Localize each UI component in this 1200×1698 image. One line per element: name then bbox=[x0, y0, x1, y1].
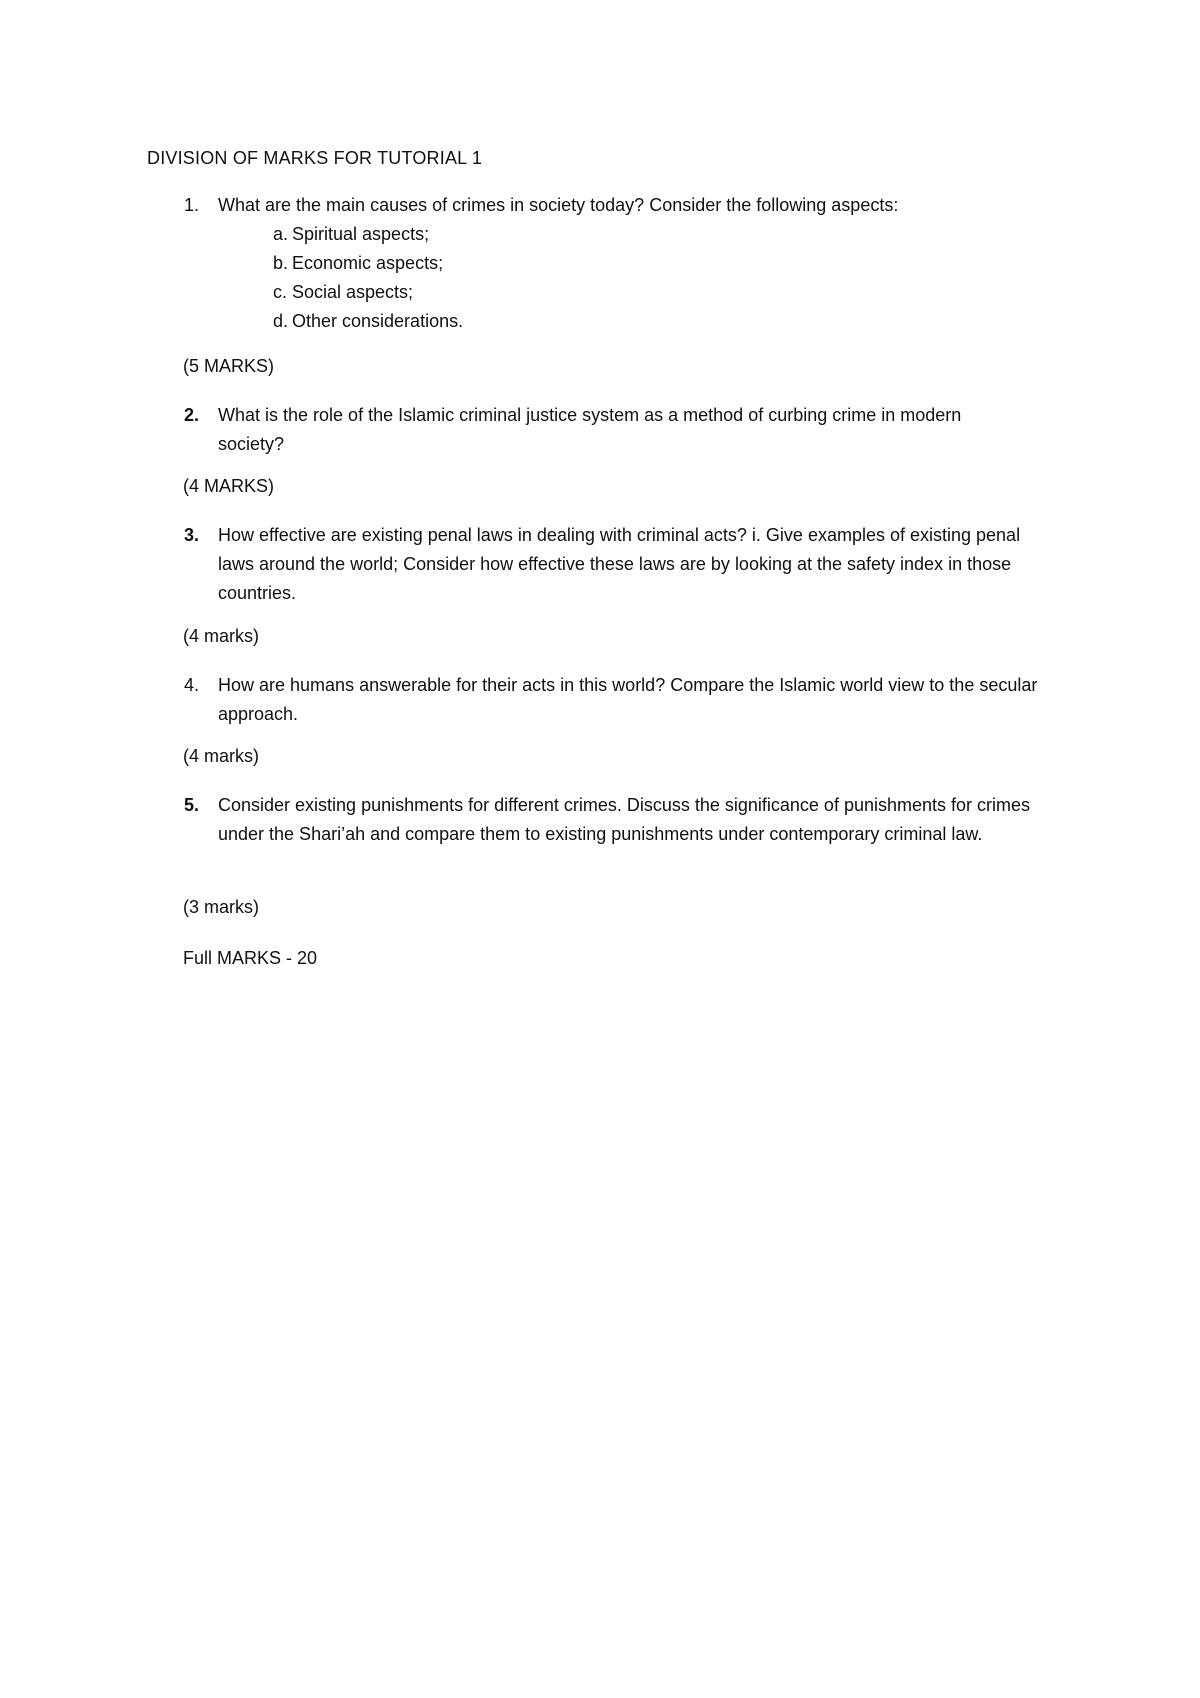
question-text: What are the main causes of crimes in society today? Consider the following aspects: bbox=[218, 195, 899, 215]
marks-label: (4 marks) bbox=[183, 626, 259, 646]
full-marks-label: Full MARKS - 20 bbox=[183, 948, 318, 968]
question-text: How effective are existing penal laws in dealing with criminal acts? i. Give examples of existing penal laws around the world; Consider how effective these laws are by looking at the safety index in those countries. bbox=[218, 525, 1021, 603]
sub-item-text: Economic aspects; bbox=[292, 253, 444, 273]
question-2 bbox=[147, 401, 1077, 459]
sub-item-letter: b. bbox=[273, 253, 289, 273]
sub-item-text: Spiritual aspects; bbox=[292, 224, 430, 244]
sub-item-b bbox=[147, 249, 847, 278]
question-4 bbox=[147, 671, 1077, 729]
question-1 bbox=[147, 191, 1077, 220]
question-text: How are humans answerable for their acts in this world? Compare the Islamic world view to the secular approach. bbox=[218, 675, 1038, 724]
marks-label: (4 MARKS) bbox=[183, 476, 275, 496]
sub-item-a bbox=[147, 220, 847, 249]
sub-item-c bbox=[147, 278, 847, 307]
question-text: Consider existing punishments for different crimes. Discuss the significance of punishments for crimes under the Shari’ah and compare them to existing punishments under contemporary criminal law. bbox=[218, 795, 1031, 844]
sub-item-d bbox=[147, 307, 847, 336]
sub-item-letter: d. bbox=[273, 311, 289, 331]
document-title: DIVISION OF MARKS FOR TUTORIAL 1 bbox=[147, 148, 483, 168]
question-text: What is the role of the Islamic criminal justice system as a method of curbing crime in modern society? bbox=[218, 405, 962, 454]
sub-item-letter: a. bbox=[273, 224, 289, 244]
question-number: 1. bbox=[184, 195, 200, 215]
question-number: 3. bbox=[184, 525, 200, 545]
question-5 bbox=[147, 791, 1077, 849]
sub-item-list bbox=[147, 220, 847, 336]
question-number: 4. bbox=[184, 675, 200, 695]
sub-item-text: Other considerations. bbox=[292, 311, 464, 331]
marks-label: (5 MARKS) bbox=[183, 356, 275, 376]
question-3 bbox=[147, 521, 1077, 608]
marks-label: (3 marks) bbox=[183, 897, 259, 917]
question-number: 5. bbox=[184, 795, 200, 815]
question-number: 2. bbox=[184, 405, 200, 425]
sub-item-text: Social aspects; bbox=[292, 282, 414, 302]
marks-label: (4 marks) bbox=[183, 746, 259, 766]
sub-item-letter: c. bbox=[273, 282, 288, 302]
